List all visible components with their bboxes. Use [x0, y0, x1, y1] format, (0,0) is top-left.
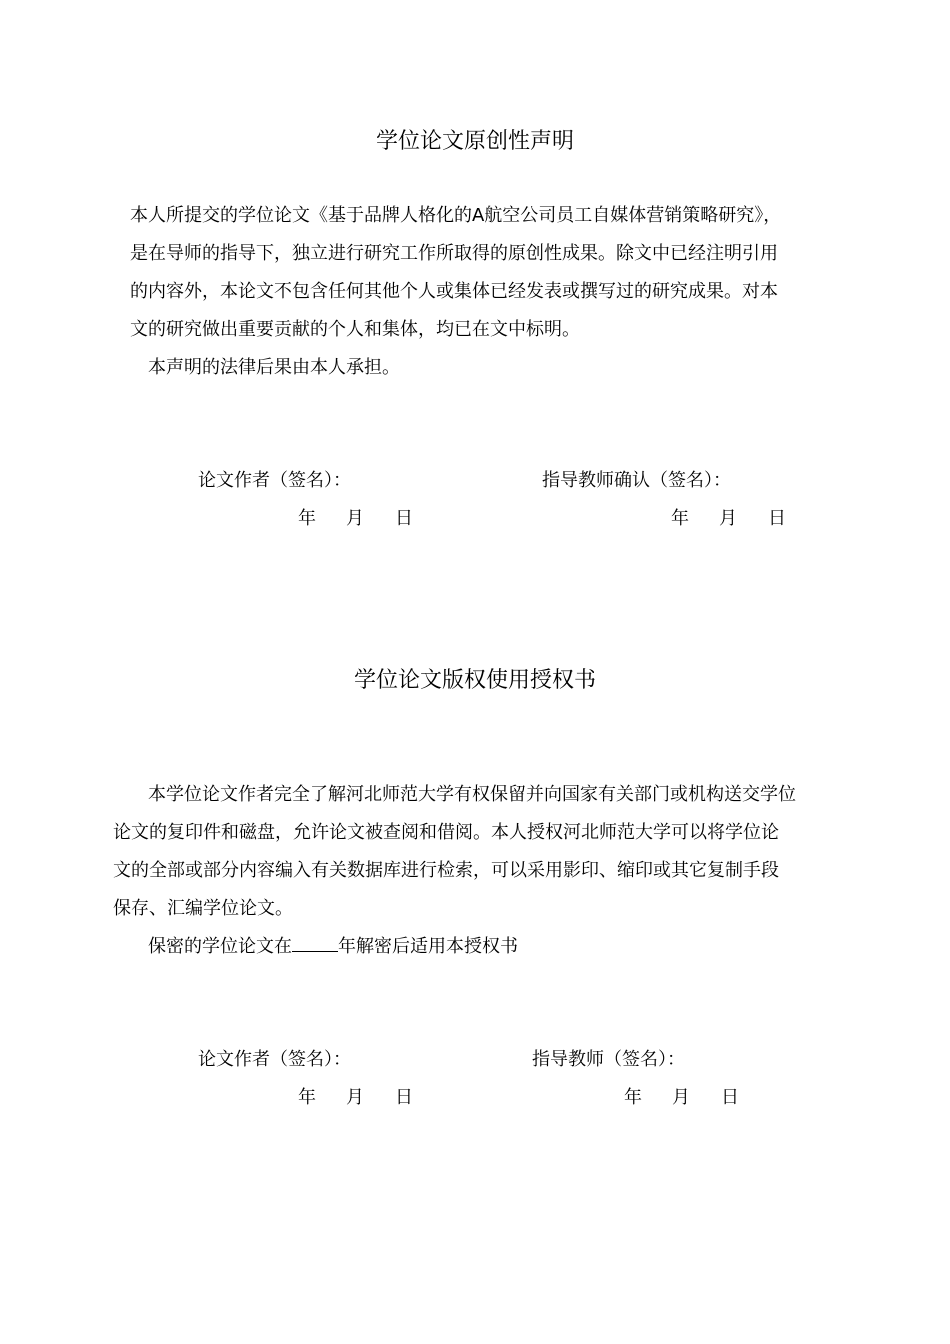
- originality-title: 学位论文原创性声明: [375, 129, 574, 154]
- date-year: 年: [298, 508, 316, 529]
- date-day: 日: [395, 508, 413, 529]
- date-month: 月: [346, 1087, 364, 1108]
- date-month: 月: [672, 1087, 690, 1108]
- copyright-line-2: 论文的复印件和磁盘，允许论文被查阅和借阅。本人授权河北师范大学可以将学位论: [113, 822, 779, 843]
- copyright-line-3: 文的全部或部分内容编入有关数据库进行检索，可以采用影印、缩印或其它复制手段: [113, 860, 779, 881]
- date-year: 年: [298, 1087, 316, 1108]
- secrecy-after: 年解密后适用本授权书: [338, 936, 518, 957]
- advisor-confirm-signature-label: 指导教师确认（签名）：: [542, 470, 731, 491]
- copyright-line-1: 本学位论文作者完全了解河北师范大学有权保留并向国家有关部门或机构送交学位: [148, 784, 796, 805]
- author-signature-label: 论文作者（签名）：: [198, 1049, 351, 1070]
- date-day: 日: [721, 1087, 739, 1108]
- originality-line-3: 的内容外，本论文不包含任何其他个人或集体已经发表或撰写过的研究成果。对本: [130, 281, 778, 302]
- date-day: 日: [395, 1087, 413, 1108]
- secrecy-statement: [148, 928, 518, 966]
- originality-line-1: 本人所提交的学位论文《基于品牌人格化的A航空公司员工自媒体营销策略研究》，: [130, 205, 782, 226]
- date-month: 月: [719, 508, 737, 529]
- liability-statement: 本声明的法律后果由本人承担。: [148, 357, 400, 378]
- copyright-line-4: 保存、汇编学位论文。: [113, 898, 293, 919]
- advisor-signature-label: 指导教师（签名）：: [532, 1049, 685, 1070]
- date-day: 日: [768, 508, 786, 529]
- date-year: 年: [624, 1087, 642, 1108]
- copyright-title: 学位论文版权使用授权书: [353, 668, 596, 693]
- originality-line-2: 是在导师的指导下，独立进行研究工作所取得的原创性成果。除文中已经注明引用: [130, 243, 778, 264]
- date-month: 月: [346, 508, 364, 529]
- secrecy-before: 保密的学位论文在: [148, 936, 292, 957]
- originality-line-4: 文的研究做出重要贡献的个人和集体，均已在文中标明。: [130, 319, 580, 340]
- author-signature-label: 论文作者（签名）：: [198, 470, 351, 491]
- date-year: 年: [671, 508, 689, 529]
- secrecy-years-blank[interactable]: [292, 937, 338, 952]
